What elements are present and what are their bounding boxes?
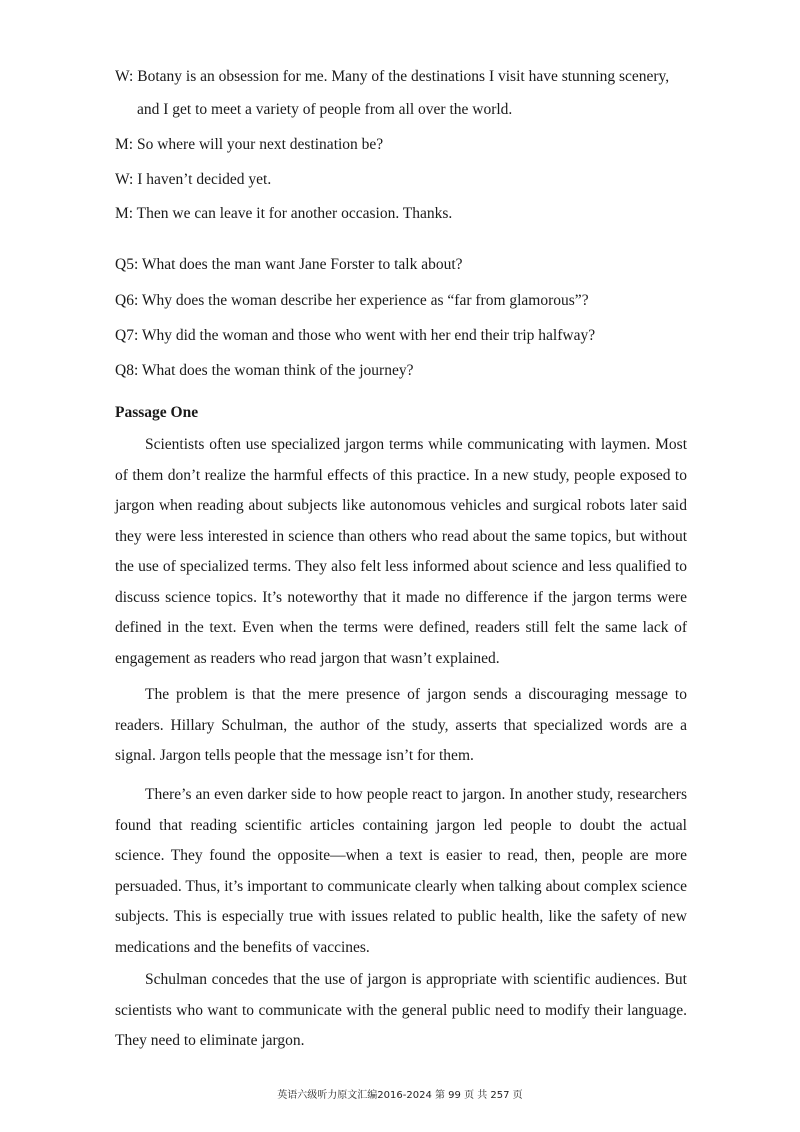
- page-footer: 英语六级听力原文汇编2016-2024 第 99 页 共 257 页: [277, 1090, 523, 1101]
- dialogue-line: M: Then we can leave it for another occasion. Thanks.: [115, 205, 453, 222]
- passage-paragraph-4: Schulman concedes that the use of jargon is appropriate with scientific audiences. But scientists who want to communicate with the general public need to modify their language. They need to eliminate jargon.: [115, 971, 687, 1049]
- question-q8: Q8: What does the woman think of the journey?: [115, 362, 414, 379]
- question-q7: Q7: Why did the woman and those who went with her end their trip halfway?: [115, 327, 596, 344]
- passage-paragraph-3: There’s an even darker side to how people react to jargon. In another study, researchers found that reading scientific articles containing jargon led people to doubt the actual science. They found the opposite—when a text is easier to read, then, people are more persuaded. Thus, it’s important to communicate clearly when talking about complex science subjects. This is especially true with issues related to public health, like the safety of new medications and the benefits of vaccines.: [115, 786, 687, 956]
- dialogue-line: and I get to meet a variety of people from all over the world.: [137, 101, 513, 118]
- question-q5: Q5: What does the man want Jane Forster to talk about?: [115, 256, 463, 273]
- dialogue-line: W: I haven’t decided yet.: [115, 171, 272, 188]
- dialogue-line: W: Botany is an obsession for me. Many of the destinations I visit have stunning scenery,: [115, 68, 670, 85]
- dialogue-line: M: So where will your next destination be?: [115, 136, 384, 153]
- passage-paragraph-2: The problem is that the mere presence of jargon sends a discouraging message to readers. Hillary Schulman, the author of the study, asserts that specialized words are a signal. Jargon tells people that the message isn’t for them.: [115, 686, 687, 764]
- question-q6: Q6: Why does the woman describe her experience as “far from glamorous”?: [115, 292, 589, 309]
- passage-heading: Passage One: [115, 404, 199, 421]
- passage-paragraph-1: Scientists often use specialized jargon terms while communicating with laymen. Most of them don’t realize the harmful effects of this practice. In a new study, people exposed to jargon when reading about subjects like autonomous vehicles and surgical robots later said they were less interested in science than others who read about the same topics, but without the use of specialized terms. They also felt less informed about science and less qualified to discuss science topics. It’s noteworthy that it made no difference if the jargon terms were defined in the text. Even when the terms were defined, readers still felt the same lack of engagement as readers who read jargon that wasn’t explained.: [115, 436, 687, 667]
